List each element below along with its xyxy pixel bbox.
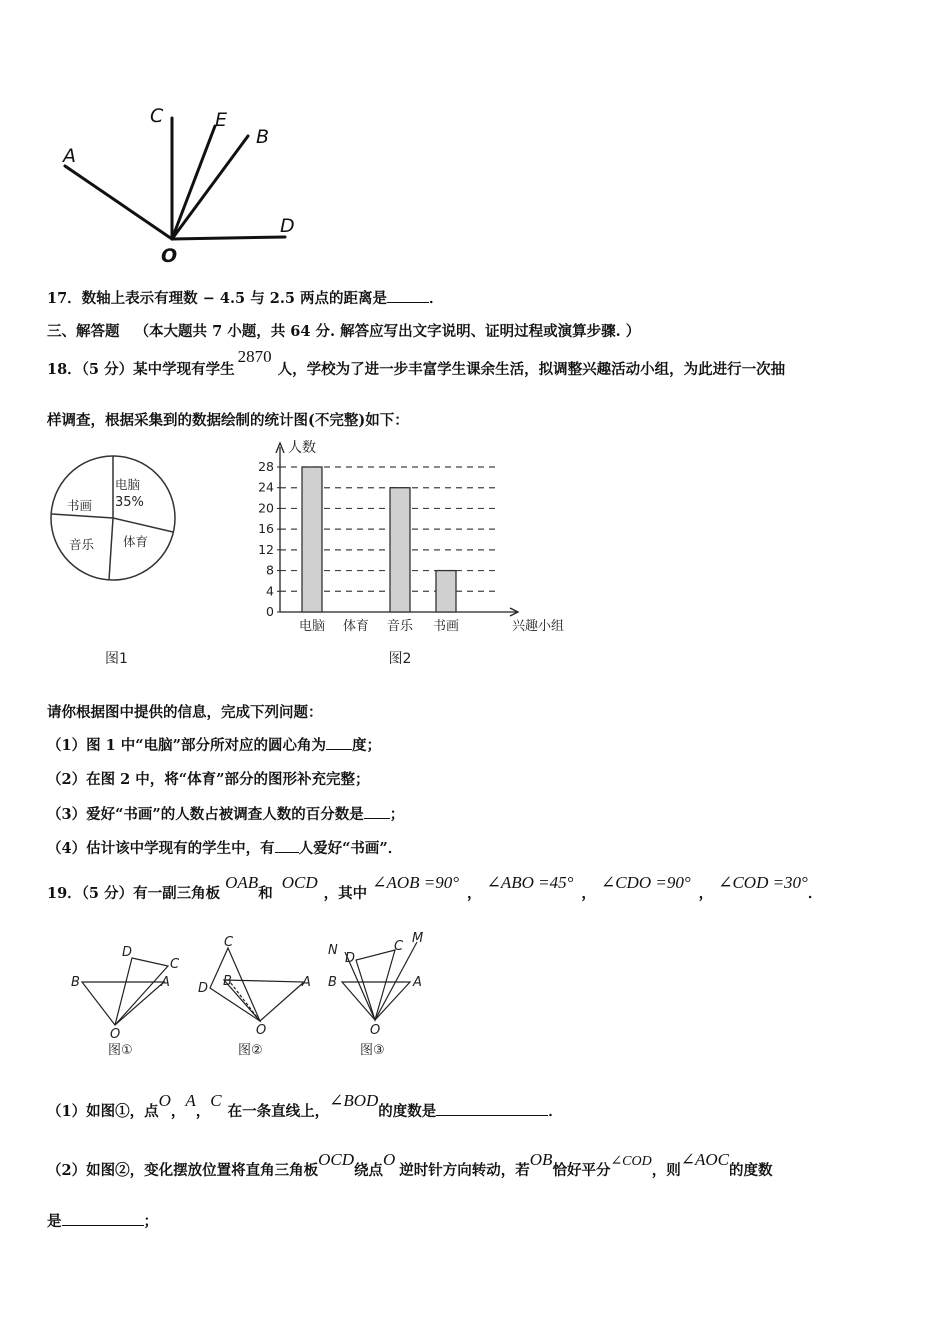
answer-blank-17[interactable] bbox=[387, 288, 429, 303]
fig1-triangle-oab bbox=[82, 982, 164, 1025]
q18-sub1: （1）图 1 中“电脑”部分所对应的圆心角为 度； bbox=[47, 737, 381, 754]
fig2-label-c: C bbox=[224, 935, 234, 950]
answer-blank-18-3[interactable] bbox=[364, 804, 390, 819]
q19-part1: （1）如图①，点O，A，C在一条直线上，∠BOD的度数是 ． bbox=[47, 1091, 563, 1120]
fig3-label-b: B bbox=[328, 975, 337, 990]
y-tick-label: 24 bbox=[258, 479, 274, 495]
angle-figure bbox=[55, 100, 315, 270]
y-tick-label: 4 bbox=[266, 583, 274, 599]
label-c: C bbox=[150, 105, 164, 127]
section-note: （本大题共 7 小题，共 64 分. 解答应写出文字说明、证明过程或演算步骤. ） bbox=[134, 323, 641, 340]
x-category-label: 书画 bbox=[432, 619, 460, 634]
answer-blank-19-1[interactable] bbox=[436, 1101, 548, 1116]
triangle-figures bbox=[60, 930, 440, 1060]
angle-cod: ∠COD =30° bbox=[718, 873, 808, 892]
question-18: 18．（5 分）某中学现有学生2870人，学校为了进一步丰富学生课余生活，拟调整兴趣活动小组，为此进行一次抽 bbox=[47, 347, 786, 378]
answer-blank-19-2[interactable] bbox=[62, 1211, 144, 1226]
ray-oa bbox=[65, 166, 172, 239]
q18-sub2: （2）在图 2 中，将“体育”部分的图形补充完整； bbox=[47, 771, 370, 788]
y-tick-label: 28 bbox=[258, 459, 274, 474]
y-tick-label: 16 bbox=[258, 521, 274, 537]
label-o: O bbox=[161, 245, 178, 267]
x-axis-label: 兴趣小组 bbox=[511, 619, 565, 634]
pie-label-computer: 电脑 bbox=[115, 477, 141, 492]
fig2-label-o: O bbox=[256, 1023, 267, 1038]
fig1-caption: 图① bbox=[108, 1043, 133, 1058]
answer-blank-18-4[interactable] bbox=[275, 838, 299, 853]
pie-label-music: 音乐 bbox=[69, 537, 95, 552]
q18-prompt: 请你根据图中提供的信息，完成下列问题： bbox=[47, 704, 323, 721]
fig3-label-c: C bbox=[394, 939, 404, 954]
fig1-label-c: C bbox=[170, 957, 180, 972]
fig1-label-b: B bbox=[71, 975, 80, 990]
bar-chart-caption: 图2 bbox=[388, 651, 412, 667]
student-count: 2870 bbox=[237, 347, 272, 366]
bar-音乐 bbox=[390, 488, 410, 612]
fig2-caption: 图② bbox=[238, 1043, 263, 1058]
section-title: 三、解答题 bbox=[47, 323, 120, 340]
ray-od bbox=[172, 237, 285, 239]
question-18-line2: 样调查，根据采集到的数据绘制的统计图(不完整)如下： bbox=[47, 412, 409, 429]
bar-电脑 bbox=[302, 467, 322, 612]
fig3-label-n: N bbox=[328, 943, 338, 958]
y-tick-label: 20 bbox=[258, 500, 274, 516]
ray-oe bbox=[172, 126, 215, 239]
fig3-label-m: M bbox=[412, 931, 424, 946]
fig2-triangle-oab bbox=[224, 980, 304, 1021]
triangle-oab: OAB bbox=[225, 873, 259, 892]
ray-ob bbox=[172, 136, 248, 239]
pie-percent-computer: 35% bbox=[115, 495, 144, 510]
fig1-label-d: D bbox=[122, 945, 133, 960]
question-17: 17．数轴上表示有理数 − 4.5 与 2.5 两点的距离是 ． bbox=[47, 290, 444, 307]
pie-label-sports: 体育 bbox=[123, 534, 149, 549]
fig3-label-a: A bbox=[413, 975, 422, 990]
answer-blank-18-1[interactable] bbox=[326, 735, 352, 750]
fig3-triangle-ocd bbox=[356, 950, 395, 1020]
fig3-caption: 图③ bbox=[360, 1043, 385, 1058]
y-axis-label: 人数 bbox=[288, 440, 316, 456]
x-category-label: 电脑 bbox=[298, 619, 326, 634]
fig2-triangle-ocd bbox=[210, 948, 260, 1021]
bar-chart bbox=[250, 435, 565, 675]
fig2-label-d: D bbox=[198, 981, 209, 996]
angle-aob: ∠AOB =90° bbox=[372, 873, 460, 892]
q19-part2: （2）如图②，变化摆放位置将直角三角板OCD绕点O逆时针方向转动，若OB恰好平分∠COD，则∠AOC的度数 bbox=[47, 1150, 773, 1179]
y-tick-label: 12 bbox=[258, 541, 274, 557]
q18-sub4: （4）估计该中学现有的学生中，有 人爱好“书画”． bbox=[47, 840, 403, 857]
pie-chart bbox=[45, 455, 185, 675]
q19-part2-line2: 是 ； bbox=[47, 1213, 158, 1230]
x-category-label: 音乐 bbox=[386, 619, 414, 634]
angle-cdo: ∠CDO =90° bbox=[600, 873, 691, 892]
q18-sub3: （3）爱好“书画”的人数占被调查人数的百分数是 ； bbox=[47, 806, 405, 823]
pie-caption: 图1 bbox=[105, 651, 128, 667]
y-tick-label: 0 bbox=[266, 604, 274, 619]
label-e: E bbox=[215, 109, 228, 131]
triangle-ocd: OCD bbox=[281, 873, 318, 892]
bar-书画 bbox=[436, 571, 456, 612]
question-19: 19．（5 分）有一副三角板 OAB和 OCD，其中 ∠AOB =90°， ∠ABO =45°， ∠CDO =90°， ∠COD =30°． bbox=[47, 873, 823, 902]
y-tick-label: 8 bbox=[266, 562, 274, 578]
angle-abo: ∠ABO =45° bbox=[486, 873, 574, 892]
x-category-label: 体育 bbox=[342, 619, 370, 634]
fig3-label-o: O bbox=[370, 1023, 381, 1038]
label-a: A bbox=[63, 145, 76, 167]
fig1-triangle-ocd bbox=[115, 958, 168, 1025]
pie-label-calligraphy: 书画 bbox=[67, 498, 93, 513]
fig2-label-b: B bbox=[223, 974, 232, 989]
fig3-label-d: D bbox=[345, 951, 356, 966]
fig1-label-o: O bbox=[110, 1027, 121, 1042]
section-3-heading bbox=[47, 320, 640, 341]
fig1-label-a: A bbox=[161, 975, 170, 990]
fig3-triangle-oab bbox=[342, 982, 410, 1020]
fig2-label-a: A bbox=[302, 975, 311, 990]
label-b: B bbox=[256, 126, 270, 148]
label-d: D bbox=[280, 215, 295, 237]
